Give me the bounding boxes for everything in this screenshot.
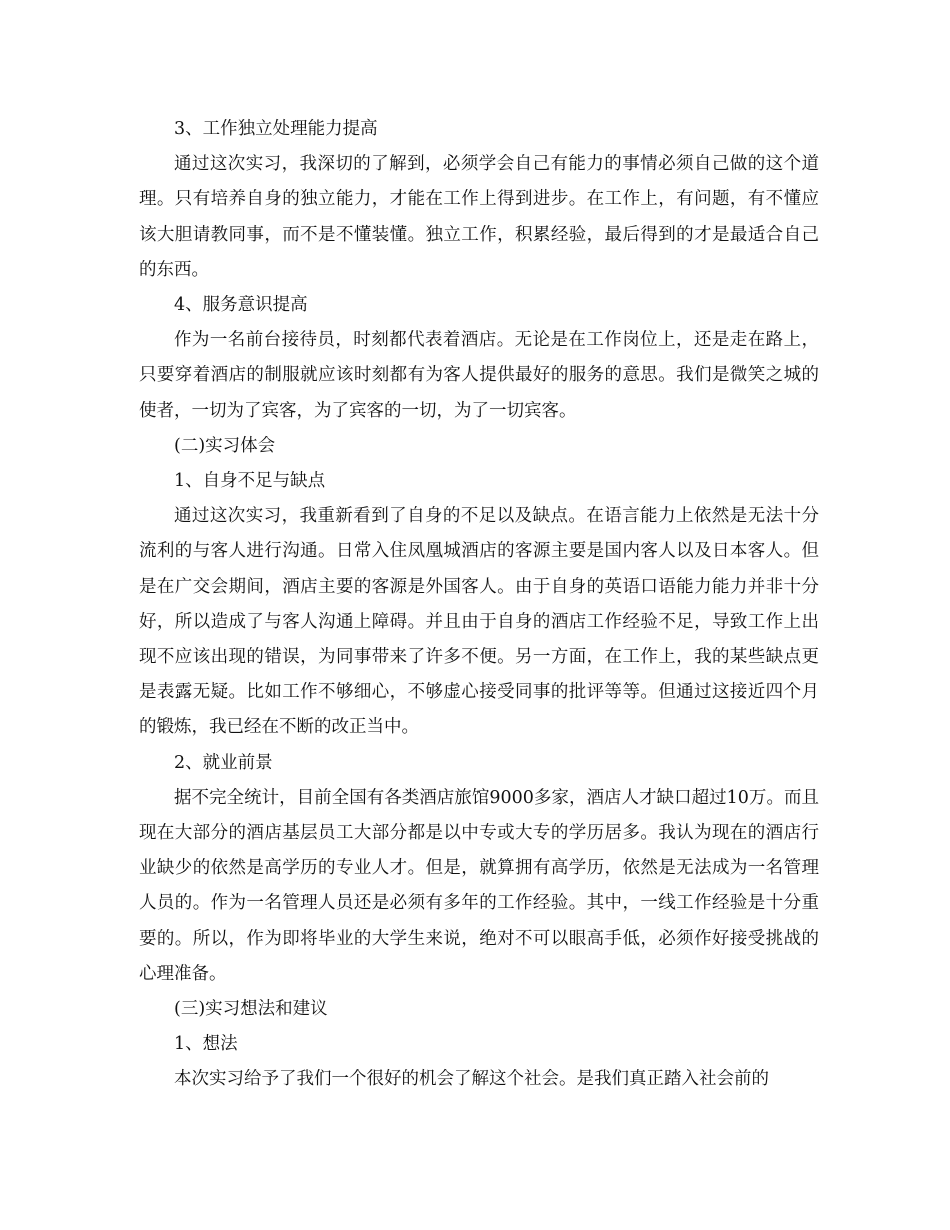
section-heading-service-awareness: 4、服务意识提高 [174, 295, 308, 316]
paragraph-employment: 据不完全统计，目前全国有各类酒店旅馆9000多家，酒店人才缺口超过10万。而且现在大部分的酒店基层员工大部分都是以中专或大专的学历居多。我认为现在的酒店行业缺少的依然是高学历的专业人才。但是，就算拥有高学历，依然是无法成为一名管理人员的。作为一名管理人员还是必须有多年的工作经验。其中，一线工作经验是十分重要的。所以，作为即将毕业的大学生来说，绝对不可以眼高手低，必须作好接受挑战的心理准备。 [139, 787, 819, 984]
paragraph-service: 作为一名前台接待员，时刻都代表着酒店。无论是在工作岗位上，还是走在路上，只要穿着酒店的制服就应该时刻都有为客人提供最好的服务的意思。我们是微笑之城的使者，一切为了宾客，为了宾客的一切，为了一切宾客。 [139, 330, 819, 421]
document-page [139, 112, 819, 1098]
paragraph-shortcomings: 通过这次实习，我重新看到了自身的不足以及缺点。在语言能力上依然是无法十分流利的与客人进行沟通。日常入住凤凰城酒店的客源主要是国内客人以及日本客人。但是在广交会期间，酒店主要的客源是外国客人。由于自身的英语口语能力能力并非十分好，所以造成了与客人沟通上障碍。并且由于自身的酒店工作经验不足，导致工作上出现不应该出现的错误，为同事带来了许多不便。另一方面，在工作上，我的某些缺点更是表露无疑。比如工作不够细心，不够虚心接受同事的批评等等。但通过这接近四个月的锻炼，我已经在不断的改正当中。 [139, 506, 819, 738]
section-heading-ideas: 1、想法 [174, 1034, 238, 1055]
section-heading-internship-experience: (二)实习体会 [174, 435, 276, 456]
section-heading-ideas-suggestions: (三)实习想法和建议 [174, 999, 328, 1020]
section-heading-employment-prospects: 2、就业前景 [174, 752, 273, 773]
paragraph-ideas: 本次实习给予了我们一个很好的机会了解这个社会。是我们真正踏入社会前的 [174, 1069, 769, 1090]
paragraph-independence: 通过这次实习，我深切的了解到，必须学会自己有能力的事情必须自己做的这个道理。只有培养自身的独立能力，才能在工作上得到进步。在工作上，有问题，有不懂应该大胆请教同事，而不是不懂装懂。独立工作，积累经验，最后得到的才是最适合自己的东西。 [139, 154, 819, 280]
section-heading-work-independence: 3、工作独立处理能力提高 [174, 119, 378, 139]
section-heading-shortcomings: 1、自身不足与缺点 [174, 471, 326, 492]
